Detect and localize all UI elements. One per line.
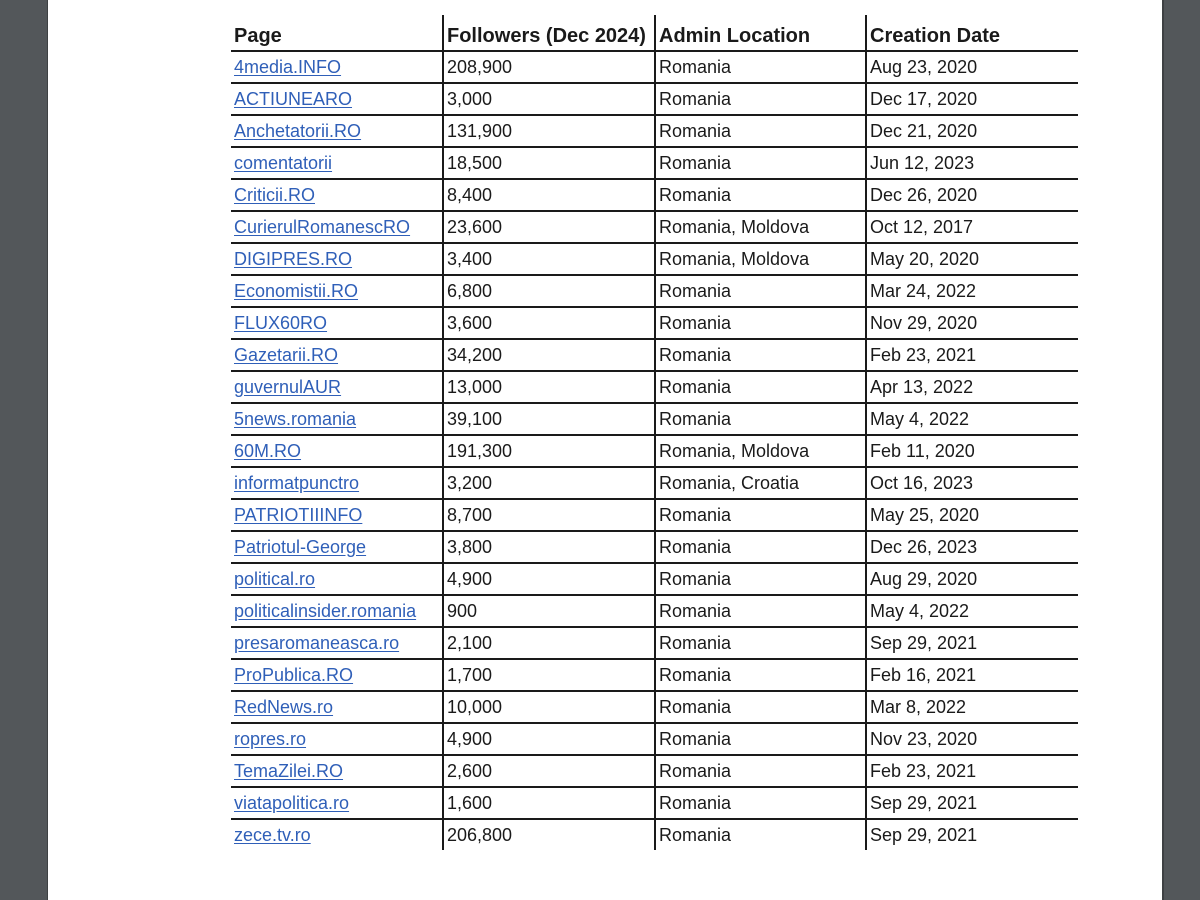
admin-location-cell: Romania [655, 627, 866, 659]
page-link[interactable]: guvernulAUR [234, 376, 342, 397]
page-cell [231, 307, 443, 339]
page-cell [231, 467, 443, 499]
page-cell [231, 435, 443, 467]
admin-location-cell: Romania, Moldova [655, 435, 866, 467]
page-link[interactable]: 60M.RO [234, 440, 302, 461]
page-link[interactable]: ProPublica.RO [234, 664, 354, 685]
page-cell [231, 147, 443, 179]
pages-table [231, 15, 1078, 850]
page-link[interactable]: PATRIOTIIINFO [234, 504, 363, 525]
admin-location-cell: Romania [655, 499, 866, 531]
page-cell [231, 595, 443, 627]
admin-location-cell: Romania [655, 147, 866, 179]
page-cell [231, 755, 443, 787]
admin-location-cell: Romania [655, 307, 866, 339]
table-row [231, 467, 1078, 499]
followers-cell: 8,700 [443, 499, 655, 531]
page-link[interactable]: CurierulRomanescRO [234, 216, 411, 237]
table-row [231, 147, 1078, 179]
creation-date-cell: May 25, 2020 [866, 499, 1078, 531]
creation-date-cell: Nov 29, 2020 [866, 307, 1078, 339]
page-link[interactable]: informatpunctro [234, 472, 360, 493]
table-row [231, 595, 1078, 627]
creation-date-cell: Dec 21, 2020 [866, 115, 1078, 147]
admin-location-cell: Romania [655, 371, 866, 403]
creation-date-cell: Dec 26, 2023 [866, 531, 1078, 563]
followers-cell: 23,600 [443, 211, 655, 243]
page-cell [231, 115, 443, 147]
page-cell [231, 531, 443, 563]
page-link[interactable]: TemaZilei.RO [234, 760, 344, 781]
page-cell [231, 339, 443, 371]
table-row [231, 563, 1078, 595]
followers-cell: 13,000 [443, 371, 655, 403]
page-link[interactable]: zece.tv.ro [234, 824, 311, 845]
creation-date-cell: May 4, 2022 [866, 403, 1078, 435]
admin-location-cell: Romania [655, 275, 866, 307]
followers-cell: 131,900 [443, 115, 655, 147]
page-cell [231, 243, 443, 275]
page-cell [231, 179, 443, 211]
followers-cell: 10,000 [443, 691, 655, 723]
page-link[interactable]: Anchetatorii.RO [234, 120, 362, 141]
table-row [231, 115, 1078, 147]
page-cell [231, 211, 443, 243]
page-link[interactable]: Gazetarii.RO [234, 344, 339, 365]
followers-cell: 208,900 [443, 51, 655, 83]
table-row [231, 371, 1078, 403]
page-cell [231, 691, 443, 723]
creation-date-cell: Aug 23, 2020 [866, 51, 1078, 83]
creation-date-cell: May 4, 2022 [866, 595, 1078, 627]
table-row [231, 755, 1078, 787]
followers-cell: 1,700 [443, 659, 655, 691]
admin-location-cell: Romania [655, 659, 866, 691]
page-cell [231, 371, 443, 403]
admin-location-cell: Romania [655, 531, 866, 563]
table-row [231, 499, 1078, 531]
page-link[interactable]: DIGIPRES.RO [234, 248, 353, 269]
table-row [231, 83, 1078, 115]
followers-cell: 34,200 [443, 339, 655, 371]
page-link[interactable]: presaromaneasca.ro [234, 632, 400, 653]
admin-location-cell: Romania [655, 755, 866, 787]
table-row [231, 659, 1078, 691]
page-link[interactable]: FLUX60RO [234, 312, 328, 333]
header-creation-date: Creation Date [866, 15, 1078, 51]
followers-cell: 2,100 [443, 627, 655, 659]
page-link[interactable]: comentatorii [234, 152, 333, 173]
creation-date-cell: Feb 16, 2021 [866, 659, 1078, 691]
table-row [231, 307, 1078, 339]
followers-cell: 8,400 [443, 179, 655, 211]
admin-location-cell: Romania [655, 691, 866, 723]
page-link[interactable]: Patriotul-George [234, 536, 367, 557]
page-cell [231, 275, 443, 307]
admin-location-cell: Romania, Moldova [655, 211, 866, 243]
table-row [231, 723, 1078, 755]
admin-location-cell: Romania [655, 115, 866, 147]
table-row [231, 435, 1078, 467]
followers-cell: 900 [443, 595, 655, 627]
followers-cell: 4,900 [443, 563, 655, 595]
creation-date-cell: Feb 23, 2021 [866, 755, 1078, 787]
page-cell [231, 499, 443, 531]
page-cell [231, 563, 443, 595]
table-row [231, 787, 1078, 819]
creation-date-cell: Mar 24, 2022 [866, 275, 1078, 307]
page-cell [231, 83, 443, 115]
admin-location-cell: Romania [655, 403, 866, 435]
creation-date-cell: May 20, 2020 [866, 243, 1078, 275]
table-row [231, 243, 1078, 275]
page-cell [231, 51, 443, 83]
table-row [231, 627, 1078, 659]
admin-location-cell: Romania [655, 339, 866, 371]
page-cell [231, 403, 443, 435]
table-row [231, 403, 1078, 435]
creation-date-cell: Dec 26, 2020 [866, 179, 1078, 211]
page-link[interactable]: Criticii.RO [234, 184, 315, 205]
creation-date-cell: Mar 8, 2022 [866, 691, 1078, 723]
page-link[interactable]: 5news.romania [234, 408, 357, 429]
admin-location-cell: Romania [655, 51, 866, 83]
followers-cell: 18,500 [443, 147, 655, 179]
table-row [231, 51, 1078, 83]
page-link[interactable]: ACTIUNEARO [234, 88, 353, 109]
followers-cell: 2,600 [443, 755, 655, 787]
creation-date-cell: Sep 29, 2021 [866, 787, 1078, 819]
table-row [231, 339, 1078, 371]
creation-date-cell: Jun 12, 2023 [866, 147, 1078, 179]
page-link[interactable]: 4media.INFO [234, 56, 342, 77]
header-page: Page [231, 15, 443, 51]
creation-date-cell: Oct 12, 2017 [866, 211, 1078, 243]
followers-cell: 3,800 [443, 531, 655, 563]
page-cell [231, 819, 443, 850]
followers-cell: 3,000 [443, 83, 655, 115]
admin-location-cell: Romania [655, 595, 866, 627]
document-page [47, 0, 1164, 900]
page-link[interactable]: politicalinsider.romania [234, 600, 417, 621]
page-link[interactable]: viatapolitica.ro [234, 792, 350, 813]
table-body [231, 51, 1078, 850]
creation-date-cell: Sep 29, 2021 [866, 819, 1078, 850]
page-cell [231, 627, 443, 659]
followers-cell: 3,200 [443, 467, 655, 499]
page-link[interactable]: political.ro [234, 568, 316, 589]
creation-date-cell: Apr 13, 2022 [866, 371, 1078, 403]
page-cell [231, 723, 443, 755]
creation-date-cell: Oct 16, 2023 [866, 467, 1078, 499]
followers-cell: 206,800 [443, 819, 655, 850]
header-followers: Followers (Dec 2024) [443, 15, 655, 51]
admin-location-cell: Romania, Croatia [655, 467, 866, 499]
followers-cell: 39,100 [443, 403, 655, 435]
table-row [231, 531, 1078, 563]
followers-cell: 1,600 [443, 787, 655, 819]
admin-location-cell: Romania [655, 83, 866, 115]
admin-location-cell: Romania [655, 179, 866, 211]
page-cell [231, 659, 443, 691]
admin-location-cell: Romania [655, 563, 866, 595]
page-cell [231, 787, 443, 819]
admin-location-cell: Romania [655, 723, 866, 755]
admin-location-cell: Romania [655, 819, 866, 850]
table-row [231, 179, 1078, 211]
followers-cell: 4,900 [443, 723, 655, 755]
table-row [231, 819, 1078, 850]
table-row [231, 211, 1078, 243]
table-row [231, 691, 1078, 723]
creation-date-cell: Nov 23, 2020 [866, 723, 1078, 755]
followers-cell: 6,800 [443, 275, 655, 307]
page-link[interactable]: ropres.ro [234, 728, 307, 749]
followers-cell: 3,600 [443, 307, 655, 339]
page-link[interactable]: RedNews.ro [234, 696, 334, 717]
creation-date-cell: Aug 29, 2020 [866, 563, 1078, 595]
header-admin-location: Admin Location [655, 15, 866, 51]
creation-date-cell: Sep 29, 2021 [866, 627, 1078, 659]
admin-location-cell: Romania, Moldova [655, 243, 866, 275]
table-header-row [231, 15, 1078, 51]
followers-cell: 3,400 [443, 243, 655, 275]
creation-date-cell: Feb 23, 2021 [866, 339, 1078, 371]
creation-date-cell: Dec 17, 2020 [866, 83, 1078, 115]
page-link[interactable]: Economistii.RO [234, 280, 359, 301]
followers-cell: 191,300 [443, 435, 655, 467]
creation-date-cell: Feb 11, 2020 [866, 435, 1078, 467]
table-row [231, 275, 1078, 307]
admin-location-cell: Romania [655, 787, 866, 819]
